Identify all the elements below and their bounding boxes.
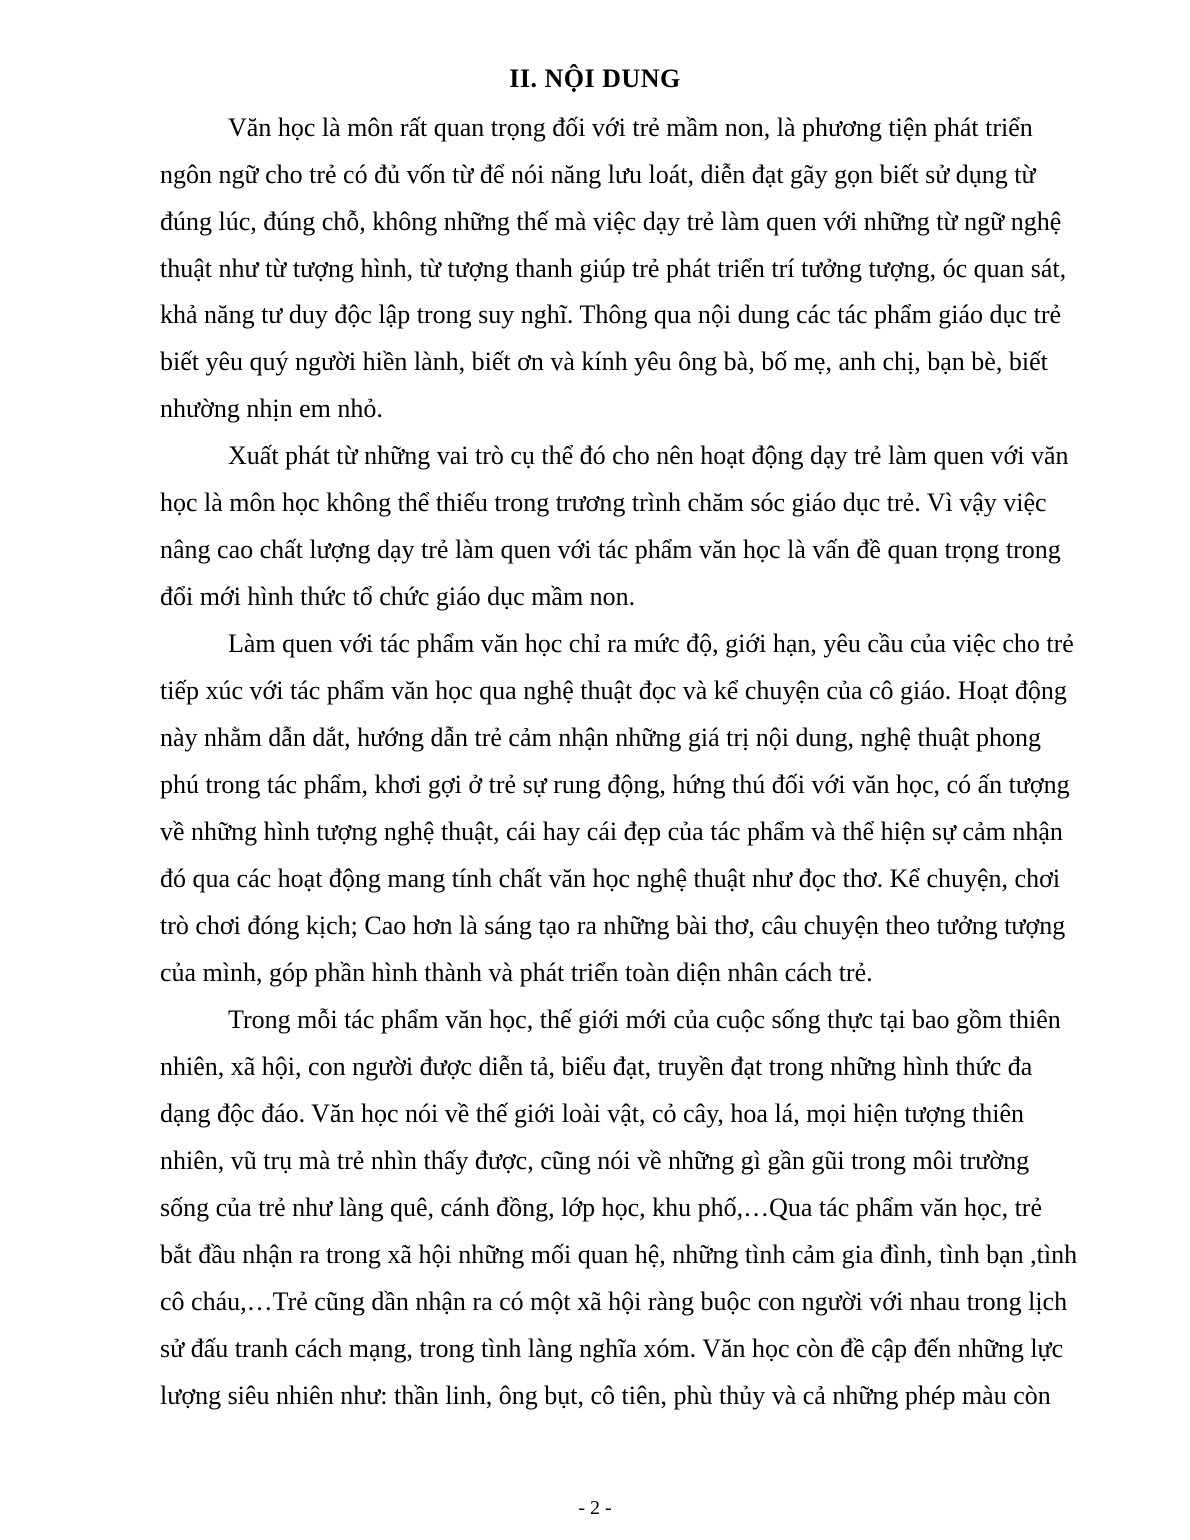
text-line: dạng độc đáo. Văn học nói về thế giới loài vật, cỏ cây, hoa lá, mọi hiện tượng thiên xyxy=(160,1099,1024,1128)
text-line: nhiên, xã hội, con người được diễn tả, biểu đạt, truyền đạt trong những hình thức đa xyxy=(160,1052,1033,1081)
text-line: Văn học là môn rất quan trọng đối với trẻ mầm non, là phương tiện phát triển xyxy=(228,113,1033,142)
text-line: bắt đầu nhận ra trong xã hội những mối quan hệ, những tình cảm gia đình, tình bạn ,tình xyxy=(160,1240,1078,1269)
text-line: khả năng tư duy độc lập trong suy nghĩ. Thông qua nội dung các tác phẩm giáo dục trẻ xyxy=(160,300,1062,329)
text-line: Trong mỗi tác phẩm văn học, thế giới mới của cuộc sống thực tại bao gồm thiên xyxy=(228,1005,1061,1034)
text-line: của mình, góp phần hình thành và phát triển toàn diện nhân cách trẻ. xyxy=(160,958,873,987)
text-line: Xuất phát từ những vai trò cụ thể đó cho nên hoạt động dạy trẻ làm quen với văn xyxy=(228,441,1069,470)
text-line: trò chơi đóng kịch; Cao hơn là sáng tạo ra những bài thơ, câu chuyện theo tưởng tượng xyxy=(160,911,1066,940)
text-line: nhường nhịn em nhỏ. xyxy=(160,394,383,423)
text-line: về những hình tượng nghệ thuật, cái hay cái đẹp của tác phẩm và thể hiện sự cảm nhận xyxy=(160,817,1063,846)
text-line: tiếp xúc với tác phẩm văn học qua nghệ thuật đọc và kể chuyện của cô giáo. Hoạt động xyxy=(160,676,1067,705)
text-line: lượng siêu nhiên như: thần linh, ông bụt, cô tiên, phù thủy và cả những phép màu còn xyxy=(160,1381,1051,1410)
text-line: học là môn học không thể thiếu trong trương trình chăm sóc giáo dục trẻ. Vì vậy việc xyxy=(160,488,1047,517)
text-line: biết yêu quý người hiền lành, biết ơn và kính yêu ông bà, bố mẹ, anh chị, bạn bè, biết xyxy=(160,347,1048,376)
text-line: nhiên, vũ trụ mà trẻ nhìn thấy được, cũng nói về những gì gần gũi trong môi trường xyxy=(160,1146,1030,1175)
text-line: này nhằm dẫn dắt, hướng dẫn trẻ cảm nhận những giá trị nội dung, nghệ thuật phong xyxy=(160,723,1041,752)
text-line: phú trong tác phẩm, khơi gợi ở trẻ sự rung động, hứng thú đối với văn học, có ấn tượng xyxy=(160,770,1070,799)
text-line: ngôn ngữ cho trẻ có đủ vốn từ để nói năng lưu loát, diễn đạt gãy gọn biết sử dụng từ xyxy=(160,160,1036,189)
text-line: sử đấu tranh cách mạng, trong tình làng nghĩa xóm. Văn học còn đề cập đến những lực xyxy=(160,1334,1064,1363)
text-line: Làm quen với tác phẩm văn học chỉ ra mức độ, giới hạn, yêu cầu của việc cho trẻ xyxy=(228,629,1074,658)
section-heading: II. NỘI DUNG xyxy=(509,64,681,93)
page-number: - 2 - xyxy=(578,1497,612,1519)
text-line: cô cháu,…Trẻ cũng dần nhận ra có một xã hội ràng buộc con người với nhau trong lịch xyxy=(160,1287,1068,1316)
text-line: đó qua các hoạt động mang tính chất văn học nghệ thuật như đọc thơ. Kể chuyện, chơi xyxy=(160,864,1061,893)
text-line: nâng cao chất lượng dạy trẻ làm quen với tác phẩm văn học là vấn đề quan trọng trong xyxy=(160,535,1061,564)
text-line: thuật như từ tượng hình, từ tượng thanh giúp trẻ phát triển trí tưởng tượng, óc quan sát, xyxy=(160,254,1067,283)
text-line: sống của trẻ như làng quê, cánh đồng, lớp học, khu phố,…Qua tác phẩm văn học, trẻ xyxy=(160,1193,1042,1222)
text-line: đổi mới hình thức tổ chức giáo dục mầm non. xyxy=(160,582,636,611)
text-line: đúng lúc, đúng chỗ, không những thế mà việc dạy trẻ làm quen với những từ ngữ nghệ xyxy=(160,207,1062,236)
